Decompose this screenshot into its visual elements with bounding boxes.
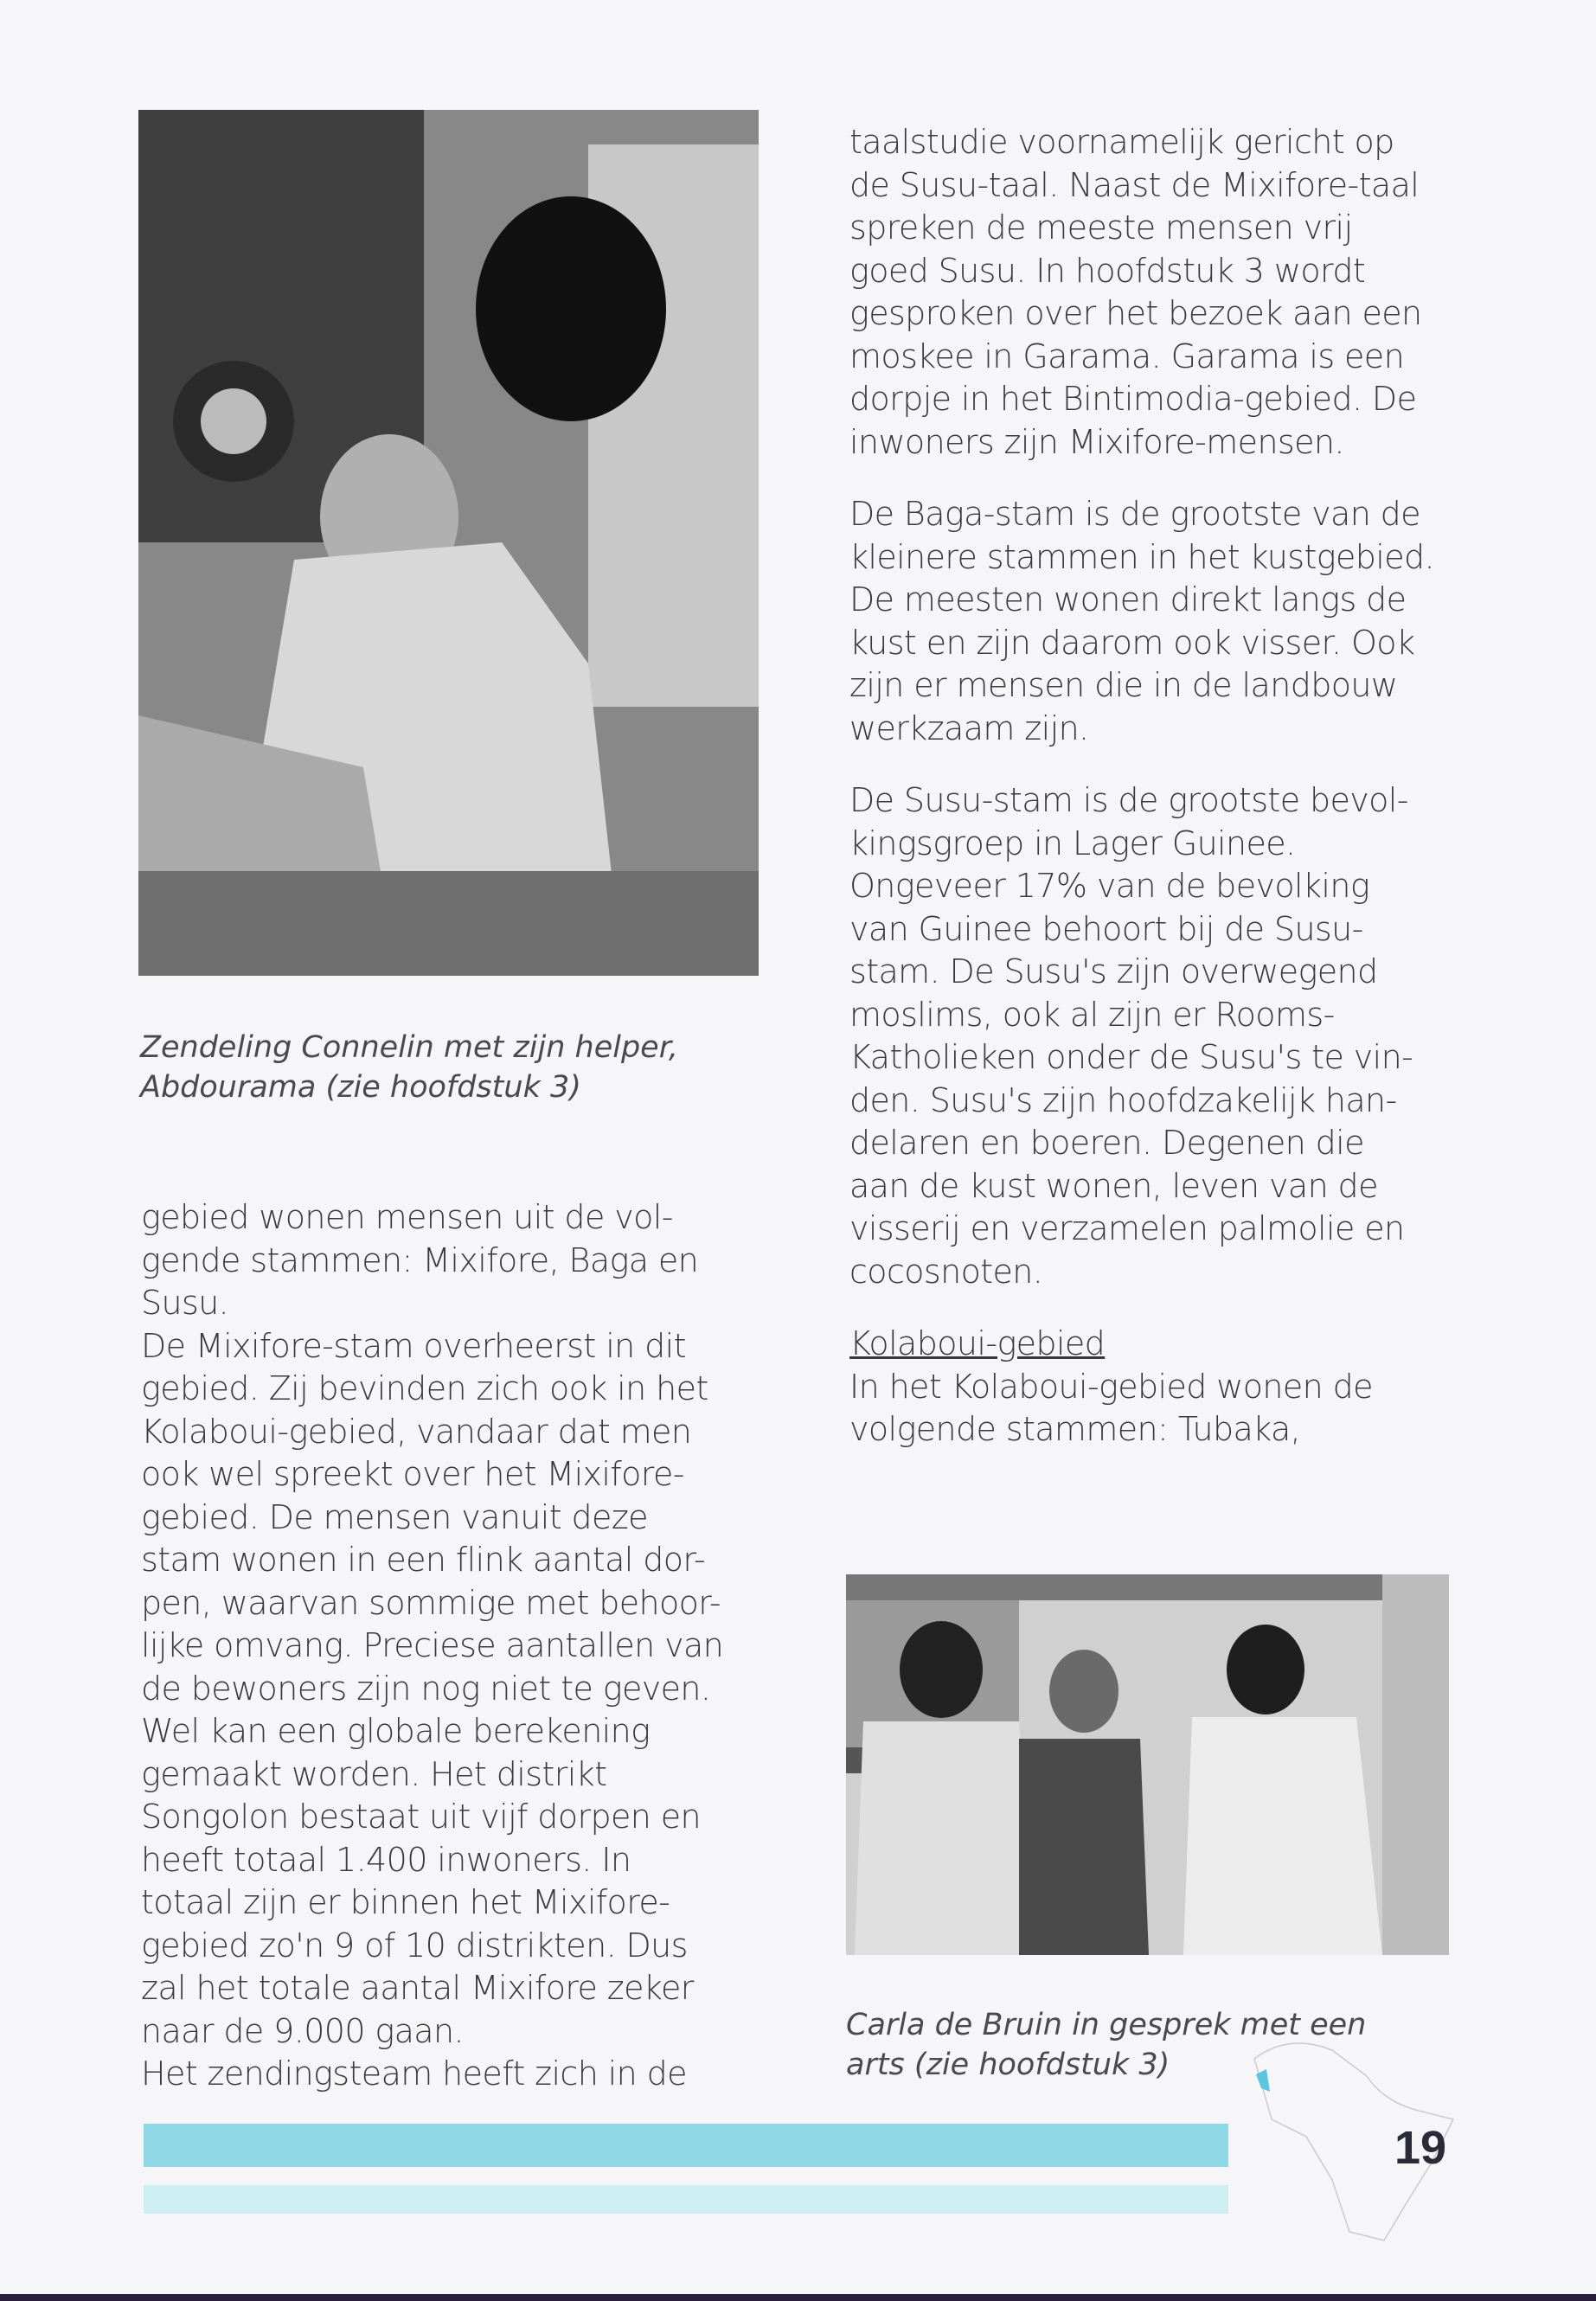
text-line: Susu. <box>141 1284 229 1322</box>
text-line: cocosnoten. <box>849 1252 1043 1291</box>
text-line: gebied. Zij bevinden zich ook in het <box>141 1369 708 1407</box>
right-column-text <box>849 121 1434 1452</box>
text-line: dorpje in het Bintimodia-gebied. De <box>849 380 1417 418</box>
text-line: gebied zo'n 9 of 10 distrikten. Dus <box>141 1926 688 1965</box>
photo-missionary-with-helper <box>138 110 759 976</box>
text-line: kingsgroep in Lager Guinee. <box>849 824 1296 862</box>
text-line: gemaakt worden. Het distrikt <box>141 1754 607 1793</box>
text-line: ook wel spreekt over het Mixifore- <box>141 1455 684 1493</box>
decorative-bar <box>144 2124 1228 2167</box>
africa-map-outline-icon <box>1237 2024 1514 2249</box>
paragraph-susu <box>849 779 1434 1293</box>
text-line: de Susu-taal. Naast de Mixifore-taal <box>849 165 1420 204</box>
text-line: zal het totale aantal Mixifore zeker <box>141 1969 694 2007</box>
text-line: moskee in Garama. Garama is een <box>849 336 1405 375</box>
text-line: gende stammen: Mixifore, Baga en <box>141 1240 699 1279</box>
text-line: zijn er mensen die in de landbouw <box>849 666 1398 704</box>
text-line: Songolon bestaat uit vijf dorpen en <box>141 1798 702 1836</box>
text-line: delaren en boeren. Degenen die <box>849 1124 1364 1162</box>
paragraph-languages <box>849 121 1434 464</box>
photo-illustration <box>138 110 759 976</box>
text-line: gebied wonen mensen uit de vol- <box>141 1198 673 1236</box>
page-edge <box>0 2294 1596 2301</box>
text-line: goed Susu. In hoofdstuk 3 wordt <box>849 251 1366 290</box>
text-line: taalstudie voornamelijk gericht op <box>849 123 1394 161</box>
text-line: Wel kan een globale berekening <box>141 1712 651 1750</box>
text-line: In het Kolaboui-gebied wonen de <box>849 1367 1373 1406</box>
page-number: 19 <box>1394 2122 1447 2174</box>
text-line: volgende stammen: Tubaka, <box>849 1410 1301 1448</box>
text-line: van Guinee behoort bij de Susu- <box>849 909 1363 948</box>
text-line: spreken de meeste mensen vrij <box>849 208 1353 247</box>
left-column-text <box>141 1196 723 2096</box>
text-line: Katholieken onder de Susu's te vin- <box>849 1038 1413 1076</box>
text-line: moslims, ook al zijn er Rooms- <box>849 995 1335 1034</box>
text-line: Kolaboui-gebied, vandaar dat men <box>141 1412 692 1451</box>
text-line: lijke omvang. Preciese aantallen van <box>141 1626 724 1664</box>
text-line: inwoners zijn Mixifore-mensen. <box>849 422 1344 461</box>
text-line: naar de 9.000 gaan. <box>141 2011 464 2050</box>
paragraph-kolaboui <box>849 1366 1434 1452</box>
text-line: Het zendingsteam heeft zich in de <box>141 2054 687 2093</box>
paragraph-baga <box>849 493 1434 750</box>
text-line: kleinere stammen in het kustgebied. <box>849 537 1434 576</box>
text-line: pen, waarvan sommige met behoor- <box>141 1583 721 1622</box>
photo-doctor-conversation <box>846 1574 1449 1955</box>
caption-line: Abdourama (zie hoofdstuk 3) <box>140 1070 581 1105</box>
text-line: De meesten wonen direkt langs de <box>849 580 1407 619</box>
text-line: kust en zijn daarom ook visser. Ook <box>849 623 1415 662</box>
caption-line: Zendeling Connelin met zijn helper, <box>140 1030 679 1065</box>
caption-line: arts (zie hoofdstuk 3) <box>846 2048 1170 2082</box>
text-line: heeft totaal 1.400 inwoners. In <box>141 1840 631 1879</box>
caption-line: Carla de Bruin in gesprek met een <box>846 2008 1367 2042</box>
photo-illustration <box>846 1574 1449 1955</box>
text-line: Ongeveer 17% van de bevolking <box>849 867 1370 905</box>
text-line: werkzaam zijn. <box>849 708 1089 747</box>
text-line: den. Susu's zijn hoofdzakelijk han- <box>849 1080 1397 1119</box>
text-line: stam. De Susu's zijn overwegend <box>849 952 1378 990</box>
text-line: gesproken over het bezoek aan een <box>849 294 1422 332</box>
decorative-bar-light <box>144 2185 1228 2214</box>
section-heading-kolaboui: Kolaboui-gebied <box>849 1324 1106 1362</box>
text-line: totaal zijn er binnen het Mixifore- <box>141 1883 670 1921</box>
text-line: De Baga-stam is de grootste van de <box>849 495 1420 533</box>
text-line: De Mixifore-stam overheerst in dit <box>141 1326 686 1365</box>
text-line: De Susu-stam is de grootste bevol- <box>849 781 1408 819</box>
photo1-caption <box>140 1028 678 1107</box>
text-line: gebied. De mensen vanuit deze <box>141 1497 648 1536</box>
text-line: de bewoners zijn nog niet te geven. <box>141 1669 711 1708</box>
text-line: visserij en verzamelen palmolie en <box>849 1209 1405 1247</box>
text-line: stam wonen in een flink aantal dor- <box>141 1541 706 1579</box>
text-line: aan de kust wonen, leven van de <box>849 1166 1378 1205</box>
